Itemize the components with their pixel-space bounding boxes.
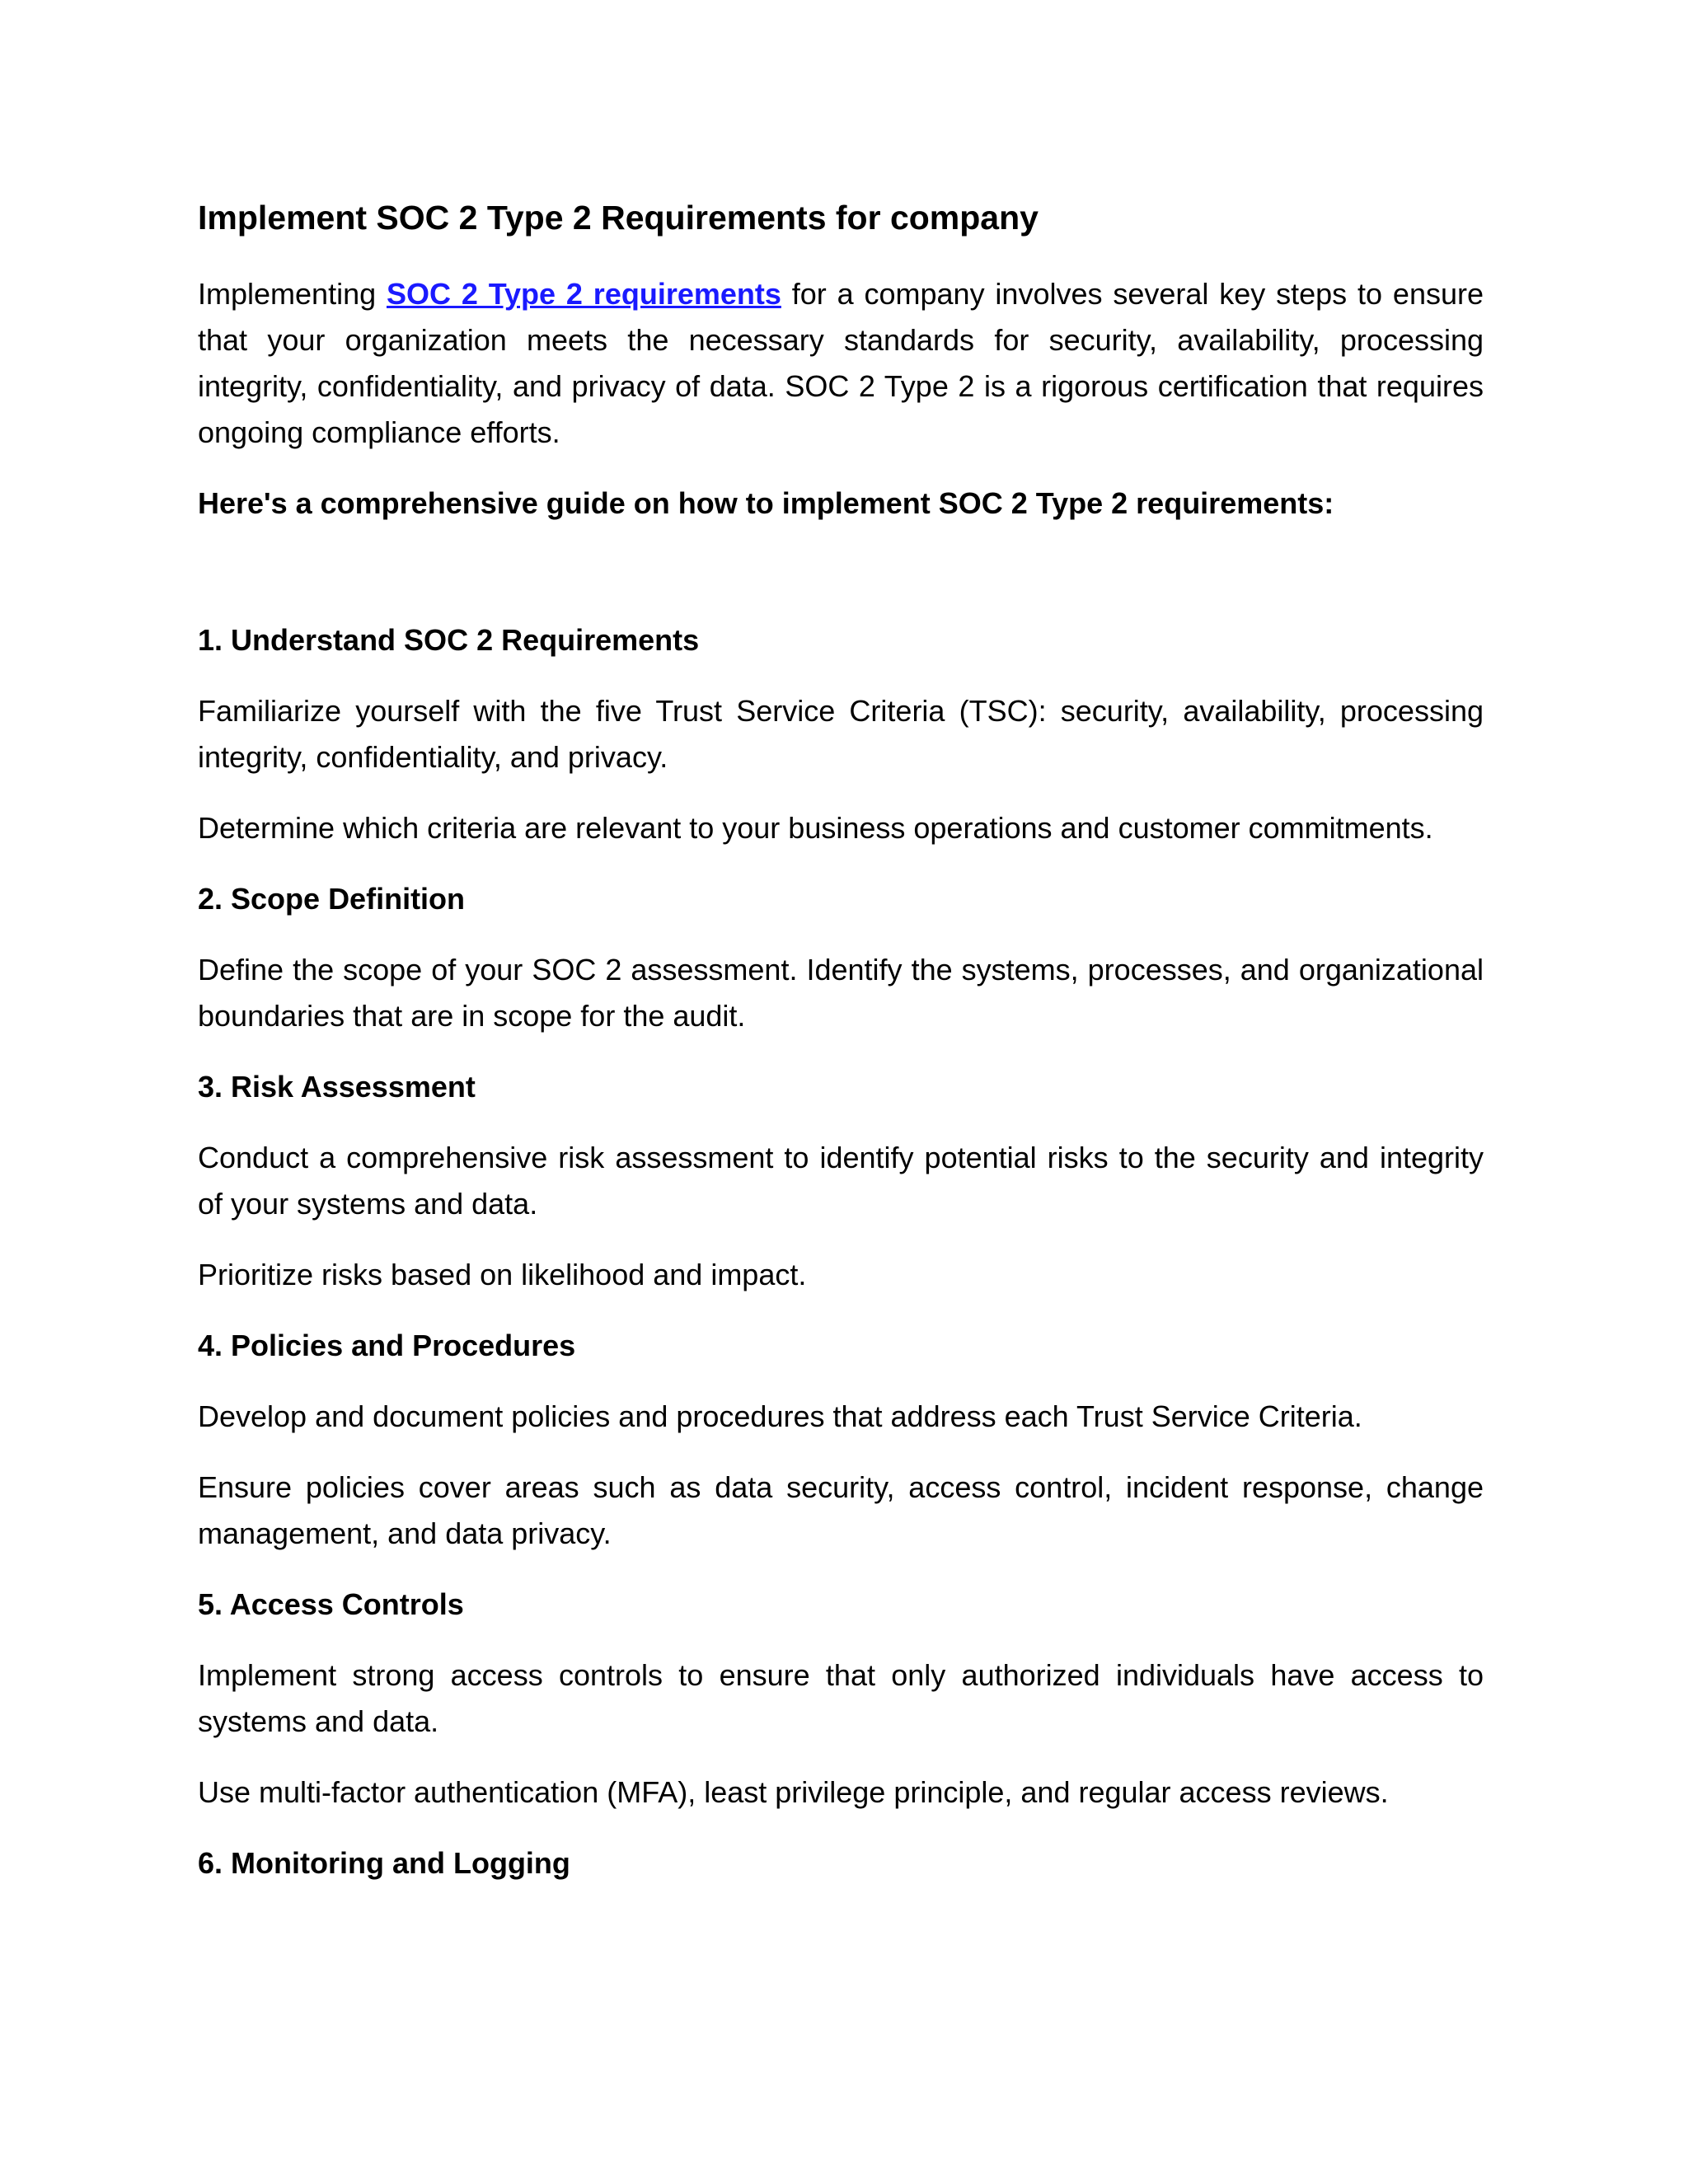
section-heading-understand-requirements: 1. Understand SOC 2 Requirements	[198, 623, 700, 658]
section-paragraph: Define the scope of your SOC 2 assessment. Identify the systems, processes, and organizational boundaries that are in scope for the audit.	[198, 953, 1484, 1033]
section-heading-scope-definition: 2. Scope Definition	[198, 882, 466, 916]
section-heading-risk-assessment: 3. Risk Assessment	[198, 1070, 476, 1104]
document-content	[198, 196, 1484, 1911]
guide-heading: Here's a comprehensive guide on how to implement SOC 2 Type 2 requirements:	[198, 486, 1334, 521]
intro-paragraph	[198, 271, 1484, 456]
section-paragraph: Implement strong access controls to ensure that only authorized individuals have access to systems and data.	[198, 1658, 1484, 1739]
section-paragraph: Determine which criteria are relevant to your business operations and customer commitments.	[198, 811, 1433, 846]
section-heading-access-controls: 5. Access Controls	[198, 1587, 464, 1622]
document-title: Implement SOC 2 Type 2 Requirements for company	[198, 199, 1039, 237]
section-heading-policies-procedures: 4. Policies and Procedures	[198, 1329, 576, 1363]
section-paragraph: Conduct a comprehensive risk assessment to identify potential risks to the security and integrity of your systems and data.	[198, 1141, 1484, 1221]
section-heading-monitoring-logging: 6. Monitoring and Logging	[198, 1846, 570, 1881]
section-paragraph: Develop and document policies and procedures that address each Trust Service Criteria.	[198, 1399, 1362, 1434]
section-paragraph: Ensure policies cover areas such as data security, access control, incident response, change management, and data privacy.	[198, 1470, 1484, 1551]
soc2-requirements-link[interactable]: SOC 2 Type 2 requirements	[386, 277, 781, 312]
section-paragraph: Prioritize risks based on likelihood and impact.	[198, 1258, 807, 1292]
intro-prefix: Implementing	[198, 277, 387, 312]
section-paragraph: Familiarize yourself with the five Trust Service Criteria (TSC): security, availability, processing integrity, confidentiality, and privacy.	[198, 694, 1484, 775]
section-paragraph: Use multi-factor authentication (MFA), least privilege principle, and regular access reviews.	[198, 1775, 1389, 1810]
intro-suffix: for a company involves several key steps to ensure that your organization meets the necessary standards for security, availability, processing integrity, confidentiality, and privacy of data. SOC 2 Type 2 is a rigorous certification that requires ongoing compliance efforts.	[198, 277, 1484, 450]
